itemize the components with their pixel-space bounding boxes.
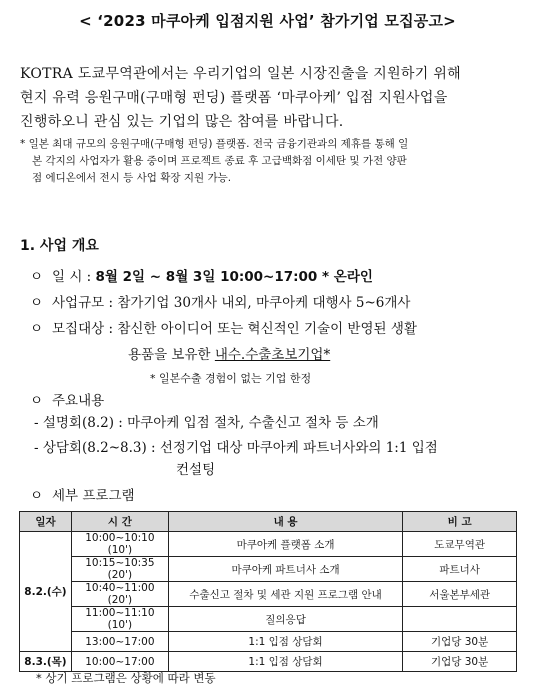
note-cell: 파트너사 — [403, 557, 517, 582]
overview-target-row: ㅇ 모집대상 : 참신한 아이디어 또는 혁신적인 기술이 반영된 생활 — [30, 318, 417, 340]
note-cell: 기업당 30분 — [403, 632, 517, 652]
table-row — [20, 652, 517, 672]
bullet-icon: ㅇ — [30, 488, 44, 504]
bullet-icon: ㅇ — [30, 295, 44, 311]
intro-line: KOTRA 도쿄무역관에서는 우리기업의 일본 시장진출을 지원하기 위해 — [20, 66, 461, 82]
note-cell: 서울본부세관 — [403, 582, 517, 607]
footnote — [20, 136, 515, 187]
date-cell: 8.3.(목) — [20, 652, 72, 672]
intro-line: 진행하오니 관심 있는 기업의 많은 참여를 바랍니다. — [20, 114, 344, 130]
table-row — [20, 632, 517, 652]
program-table — [19, 511, 517, 672]
page-title: < ‘2023 마쿠아케 입점지원 사업’ 참가기업 모집공고> — [79, 12, 456, 30]
date-label: 일 시 — [52, 269, 83, 285]
target-value: 참신한 아이디어 또는 혁신적인 기술이 반영된 생활 — [117, 321, 417, 337]
overview-scale-row: ㅇ 사업규모 : 참가기업 30개사 내외, 마쿠아케 대행사 5~6개사 — [30, 292, 410, 314]
scale-value: 참가기업 30개사 내외, 마쿠아케 대행사 5~6개사 — [117, 295, 411, 311]
target-label: 모집대상 — [52, 321, 105, 337]
table-row — [20, 532, 517, 557]
target-value-2: 용품을 보유한 — [128, 347, 215, 363]
content-label: 주요내용 — [52, 393, 105, 409]
footnote-line: * 일본 최대 규모의 응원구매(구매형 펀딩) 플랫폼. 전국 금융기관과의 제휴를 통해 일 — [20, 138, 409, 150]
date-value: 8월 2일 ~ 8월 3일 10:00~17:00 * 온라인 — [95, 269, 373, 285]
content-item: - 상담회(8.2~8.3) : 선정기업 대상 마쿠아케 파트너사와의 1:1 입점 — [34, 440, 438, 456]
header-content: 내 용 — [168, 512, 402, 532]
header-note: 비 고 — [403, 512, 517, 532]
target-highlight: 내수.수출초보기업* — [214, 347, 331, 363]
content-item-cont: 컨설팅 — [176, 462, 216, 478]
content-item: - 설명회(8.2) : 마쿠아케 입점 절차, 수출신고 절차 등 소개 — [34, 415, 379, 431]
table-row — [20, 607, 517, 632]
scale-label: 사업규모 — [52, 295, 105, 311]
note-cell: 도쿄무역관 — [403, 532, 517, 557]
footnote-line: 본 각지의 사업자가 활용 중이며 프로젝트 종료 후 고급백화점 이세탄 및 가전 양판 — [32, 155, 407, 167]
time-cell: 11:00~11:10 (10') — [71, 607, 168, 632]
time-cell: 10:40~11:00 (20') — [71, 582, 168, 607]
note-cell — [403, 607, 517, 632]
content-cell: 1:1 입점 상담회 — [168, 632, 402, 652]
time-cell: 10:00~17:00 — [71, 652, 168, 672]
content-cell: 마쿠아케 파트너사 소개 — [168, 557, 402, 582]
intro-paragraph — [20, 62, 515, 134]
overview-date-row: ㅇ 일 시 : 8월 2일 ~ 8월 3일 10:00~17:00 * 온라인 — [30, 266, 373, 288]
overview-content-row — [30, 390, 104, 412]
header-date: 일자 — [20, 512, 72, 532]
footnote-line: 점 에디온에서 전시 등 사업 확장 지원 가능. — [32, 172, 232, 184]
table-row — [20, 557, 517, 582]
content-cell: 수출신고 절차 및 세관 지원 프로그램 안내 — [168, 582, 402, 607]
bullet-icon: ㅇ — [30, 321, 44, 337]
program-label: 세부 프로그램 — [52, 488, 135, 504]
table-header-row — [20, 512, 517, 532]
bottom-note: * 상기 프로그램은 상황에 따라 변동 — [36, 671, 216, 685]
bullet-icon: ㅇ — [30, 269, 44, 285]
content-cell: 1:1 입점 상담회 — [168, 652, 402, 672]
section-title: 1. 사업 개요 — [20, 238, 99, 254]
content-cell: 질의응답 — [168, 607, 402, 632]
header-time: 시 간 — [71, 512, 168, 532]
table-row — [20, 582, 517, 607]
time-cell: 10:00~10:10 (10') — [71, 532, 168, 557]
time-cell: 10:15~10:35 (20') — [71, 557, 168, 582]
date-cell: 8.2.(수) — [20, 532, 72, 652]
time-cell: 13:00~17:00 — [71, 632, 168, 652]
intro-line: 현지 유력 응원구매(구매형 펀딩) 플랫폼 ‘마쿠아케’ 입점 지원사업을 — [20, 90, 448, 106]
bullet-icon: ㅇ — [30, 393, 44, 409]
content-cell: 마쿠아케 플랫폼 소개 — [168, 532, 402, 557]
note-cell: 기업당 30분 — [403, 652, 517, 672]
overview-target-row-2 — [128, 344, 330, 366]
target-note: * 일본수출 경험이 없는 기업 한정 — [150, 372, 312, 385]
overview-program-row — [30, 485, 135, 507]
